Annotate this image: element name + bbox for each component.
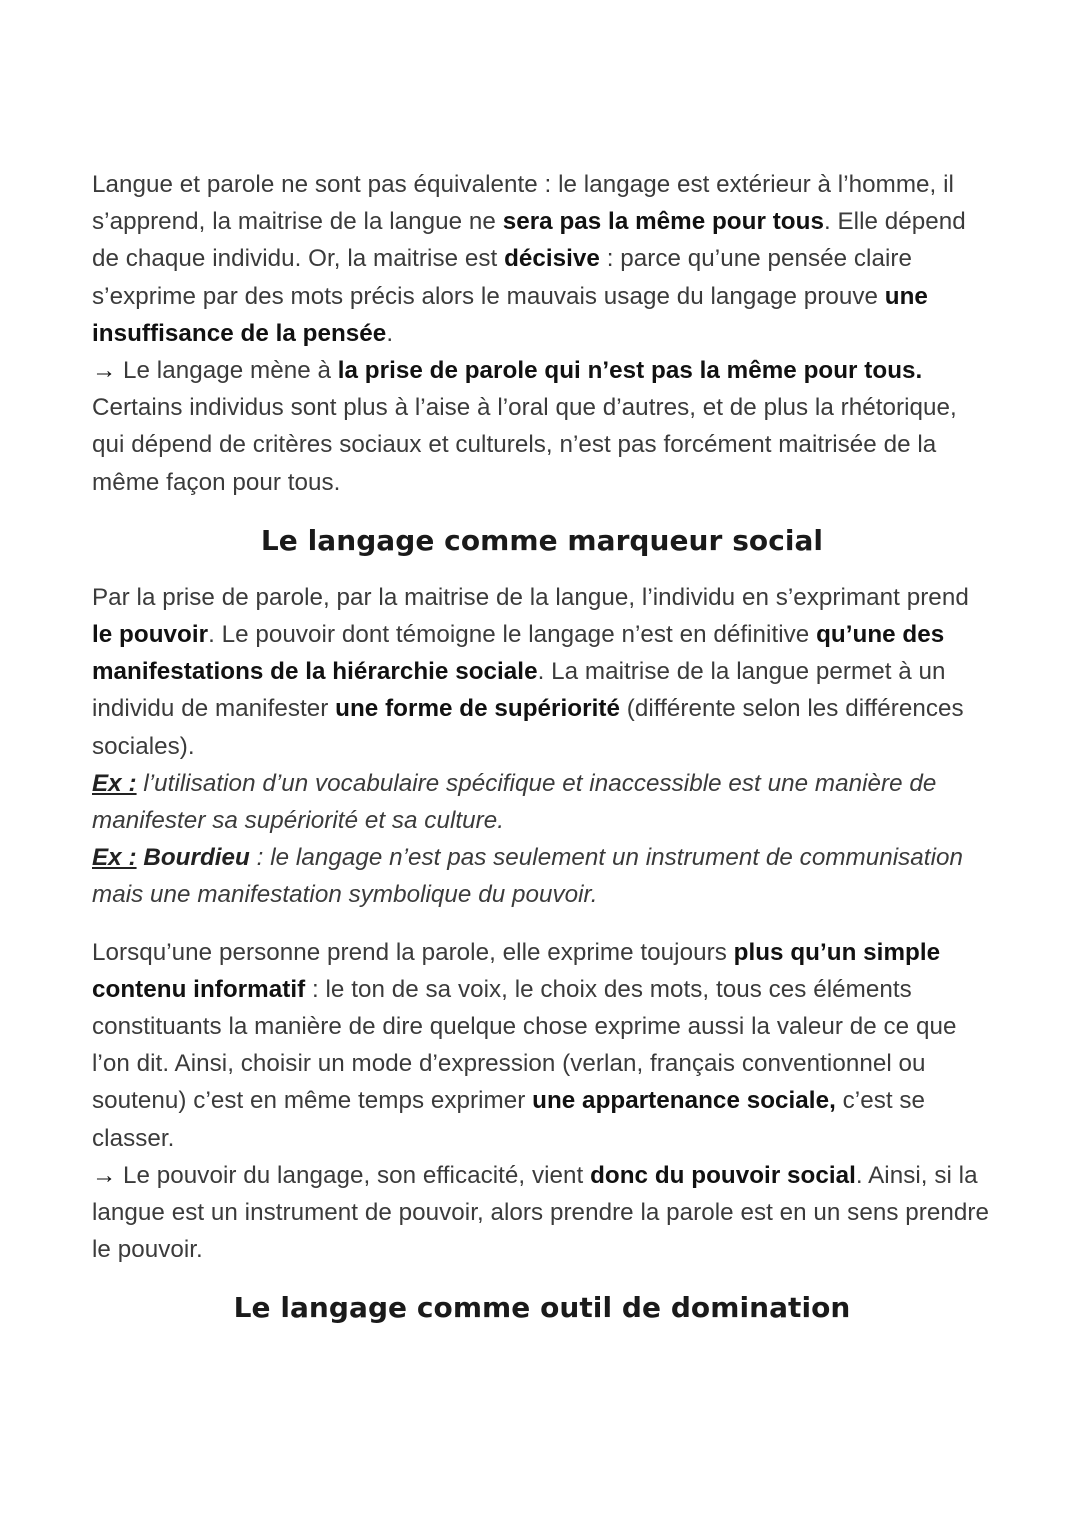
- example-author: Bourdieu: [136, 844, 250, 872]
- text: Le langage mène à: [116, 357, 338, 385]
- text: (différente selon les différences sociales).: [92, 695, 964, 760]
- bold-text: une forme de supériorité: [335, 695, 620, 723]
- document-page: [92, 166, 992, 1328]
- bold-text: plus qu’un simple contenu informatif: [92, 938, 941, 1003]
- text: Lorsqu’une personne prend la parole, elle exprime toujours: [92, 938, 734, 966]
- text: : le ton de sa voix, le choix des mots, tous ces éléments constituants la manière de dire quelque chose exprime aussi la valeur de ce que l’on dit. Ainsi, choisir un mode d’expression (verlan, français conventionnel ou soutenu) c’est en même temps exprimer: [92, 975, 957, 1115]
- arrow-right-icon: →: [92, 1161, 117, 1189]
- bold-text: la prise de parole qui n’est pas la même pour tous.: [337, 357, 923, 385]
- text: .: [386, 319, 394, 347]
- text: c’est se classer.: [92, 1087, 926, 1152]
- paragraph-prise-de-parole: [92, 579, 992, 914]
- example-text: l’utilisation d’un vocabulaire spécifique et inaccessible est une manière de manifester sa supériorité et sa culture.: [92, 769, 937, 835]
- text: : parce qu’une pensée claire s’exprime par des mots précis alors le mauvais usage du langage prouve: [92, 245, 912, 310]
- text: Par la prise de parole, par la maitrise de la langue, l’individu en s’exprimant prend: [92, 583, 969, 611]
- example-text: : le langage n’est pas seulement un instrument de communisation mais une manifestation symbolique du pouvoir.: [92, 844, 963, 909]
- text: . Le pouvoir dont témoigne le langage n’est en définitive: [208, 621, 817, 649]
- text: . Ainsi, si la langue est un instrument de pouvoir, alors prendre la parole est en un sens prendre le pouvoir.: [92, 1161, 989, 1264]
- example-label: Ex :: [92, 844, 137, 872]
- bold-text: décisive: [504, 245, 600, 273]
- arrow-right-icon: →: [92, 357, 117, 385]
- section-heading-marqueur-social: Le langage comme marqueur social: [260, 523, 824, 557]
- paragraph-langue-parole: [92, 166, 992, 501]
- paragraph-personne-prend-parole: [92, 934, 992, 1269]
- bold-text: qu’une des manifestations de la hiérarchie sociale: [92, 621, 945, 686]
- section-heading-outil-domination: Le langage comme outil de domination: [233, 1291, 851, 1325]
- bold-text: donc du pouvoir social: [590, 1161, 856, 1189]
- example-1: [92, 770, 936, 834]
- bold-text: une appartenance sociale,: [532, 1087, 836, 1115]
- text: Langue et parole ne sont pas équivalente : le langage est extérieur à l’homme, il s’apprend, la maitrise de la langue ne: [92, 171, 954, 236]
- text: . Elle dépend de chaque individu. Or, la maitrise est: [92, 208, 966, 273]
- text: Certains individus sont plus à l’aise à l’oral que d’autres, et de plus la rhétorique, qui dépend de critères sociaux et culturels, n’est pas forcément maitrisée de la même façon pour tous.: [92, 394, 957, 496]
- text: Le pouvoir du langage, son efficacité, vient: [116, 1161, 591, 1189]
- bold-text: le pouvoir: [92, 621, 209, 649]
- bold-text: sera pas la même pour tous: [502, 208, 824, 236]
- bold-text: une insuffisance de la pensée: [92, 282, 928, 347]
- text: . La maitrise de la langue permet à un individu de manifester: [92, 658, 946, 723]
- example-label: Ex :: [92, 769, 137, 797]
- example-2: [92, 844, 963, 908]
